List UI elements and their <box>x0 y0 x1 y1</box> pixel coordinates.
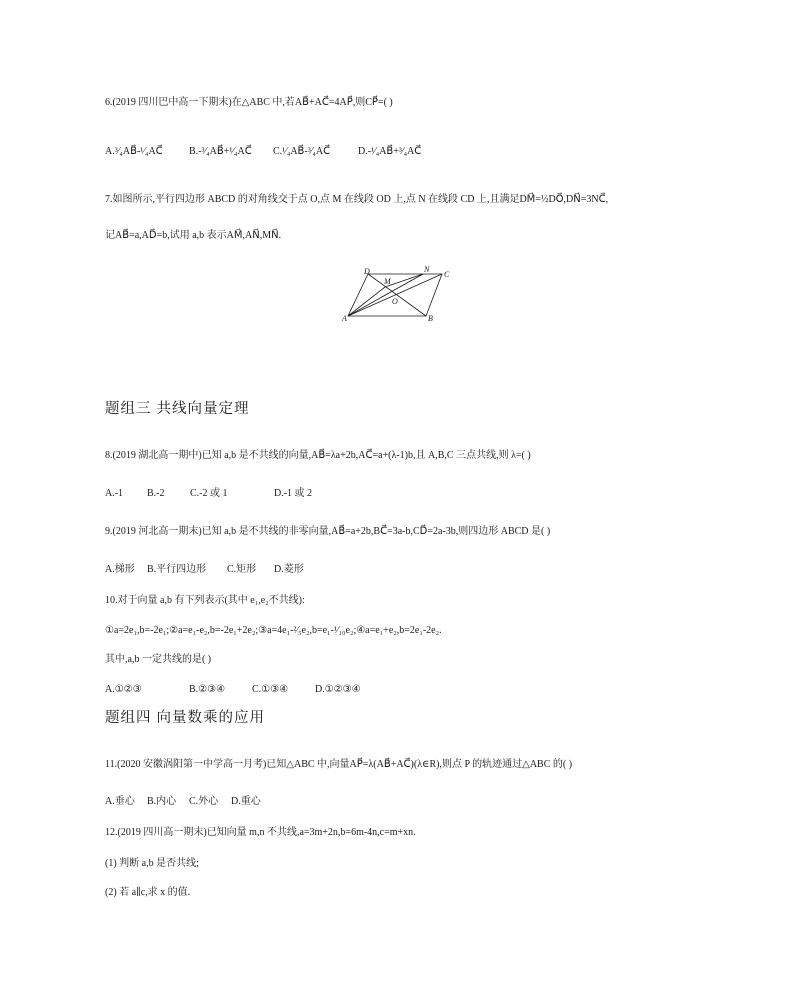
q9-stem: 9.(2019 河北高一期末)已知 a,b 是不共线的非零向量,AB⃗=a+2b,BC⃗=3a-b,CD⃗=2a-3b,则四边形 ABCD 是( ) <box>105 526 551 537</box>
label-o: O <box>392 297 398 306</box>
q12-part1: (1) 判断 a,b 是否共线; <box>105 858 199 869</box>
label-c: C <box>444 270 450 279</box>
label-n: N <box>424 266 430 274</box>
q7-line2: 记AB⃗=a,AD⃗=b,试用 a,b 表示AM⃗,AN⃗,MN⃗. <box>105 230 282 241</box>
diagonal-bd <box>368 274 426 316</box>
q10-option-a: A.①②③ <box>105 684 142 695</box>
q6-option-c: C.¹⁄₄AB⃗-³⁄₄AC⃗ <box>273 146 331 157</box>
q10-option-c: C.①③④ <box>252 684 289 695</box>
q8-stem: 8.(2019 湖北高一期中)已知 a,b 是不共线的向量,AB⃗=λa+2b,AC⃗=a+(λ-1)b,且 A,B,C 三点共线,则 λ=( ) <box>105 450 531 461</box>
q11-option-a: A.垂心 <box>105 796 135 807</box>
label-m: M <box>384 277 391 286</box>
q9-option-b: B.平行四边形 <box>147 564 207 575</box>
q10-items: ①a=2e₁,b=-2e₁;②a=e₁-e₂,b=-2e₁+2e₂;③a=4e₁-²⁄₅e₂,b=e₁-¹⁄₁₀e₂;④a=e₁+e₂,b=2e₁-2e₂. <box>105 625 442 636</box>
q9-option-d: D.菱形 <box>274 564 304 575</box>
parallelogram-figure <box>338 266 468 324</box>
q6-option-a: A.³⁄₄AB⃗-¹⁄₄AC⃗ <box>105 146 163 157</box>
q10-option-d: D.①②③④ <box>315 684 361 695</box>
q11-option-d: D.重心 <box>231 796 261 807</box>
q12-stem: 12.(2019 四川高一期末)已知向量 m,n 不共线,a=3m+2n,b=6m-4n,c=m+xn. <box>105 827 416 838</box>
q11-option-c: C.外心 <box>189 796 219 807</box>
q9-option-c: C.矩形 <box>227 564 257 575</box>
q6-stem: 6.(2019 四川巴中高一下期末)在△ABC 中,若AB⃗+AC⃗=4AP⃗,则CP⃗=( ) <box>105 97 393 108</box>
section4-title: 题组四 向量数乘的应用 <box>105 710 266 726</box>
label-b: B <box>428 314 433 323</box>
q7-line1: 7.如图所示,平行四边形 ABCD 的对角线交于点 O,点 M 在线段 OD 上,点 N 在线段 CD 上,且满足DM⃗=½DO⃗,DN⃗=3NC⃗, <box>105 194 609 205</box>
section3-title: 题组三 共线向量定理 <box>105 401 250 417</box>
segment-am <box>348 287 385 316</box>
label-d: D <box>364 267 370 276</box>
q10-option-b: B.②③④ <box>189 684 226 695</box>
q6-option-b: B.-³⁄₄AB⃗+¹⁄₄AC⃗ <box>189 146 252 157</box>
q8-option-d: D.-1 或 2 <box>274 488 313 499</box>
diagonal-ac <box>348 274 442 316</box>
label-a: A <box>342 314 347 323</box>
q10-question: 其中,a,b 一定共线的是( ) <box>105 654 212 665</box>
q11-stem: 11.(2020 安徽涡阳第一中学高一月考)已知△ABC 中,向量AP⃗=λ(AB⃗+AC⃗)(λ∈R),则点 P 的轨迹通过△ABC 的( ) <box>105 759 573 770</box>
q9-option-a: A.梯形 <box>105 564 135 575</box>
q8-option-b: B.-2 <box>147 488 165 499</box>
q12-part2: (2) 若 a∥c,求 x 的值. <box>105 887 191 898</box>
q6-option-d: D.-¹⁄₄AB⃗+³⁄₄AC⃗ <box>358 146 422 157</box>
q10-stem: 10.对于向量 a,b 有下列表示(其中 e₁,e₂不共线): <box>105 595 305 606</box>
q11-option-b: B.内心 <box>147 796 177 807</box>
q8-option-c: C.-2 或 1 <box>190 488 228 499</box>
q8-option-a: A.-1 <box>105 488 124 499</box>
